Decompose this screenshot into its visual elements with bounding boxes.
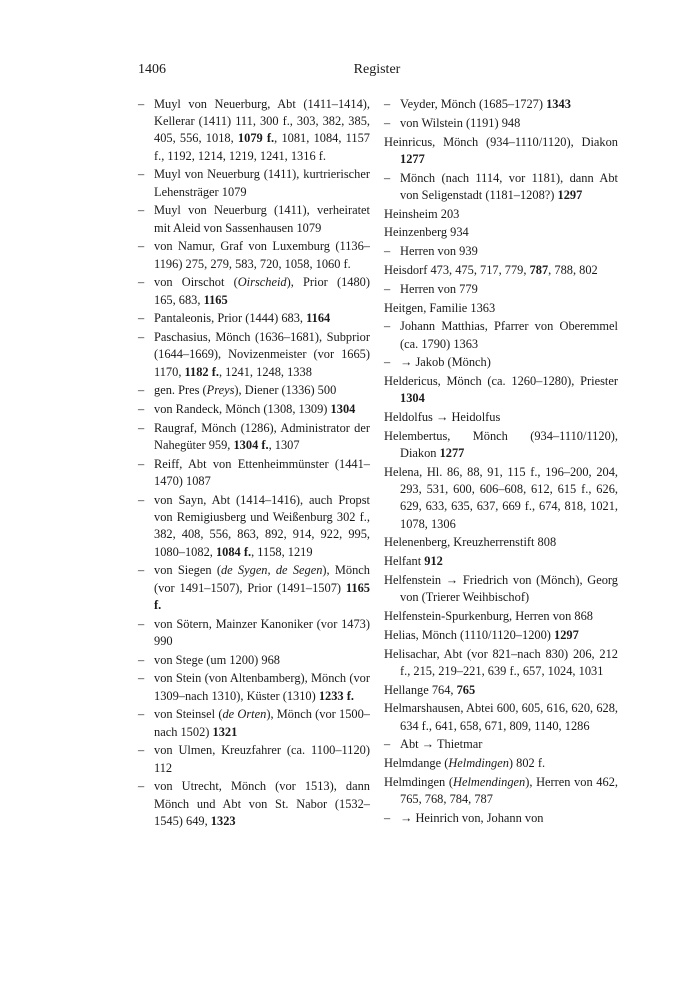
page-ref-bold: 1343 <box>546 97 571 111</box>
subentry-dash: – <box>384 355 391 370</box>
subentry-dash: – <box>138 97 145 111</box>
index-subentry <box>384 281 618 298</box>
entry-text: von Steinsel ( <box>154 707 223 722</box>
entry-text: von Oirschot ( <box>154 275 238 290</box>
index-subentry <box>138 401 370 418</box>
entry-text: ), Diener (1336) 500 <box>234 383 337 398</box>
entry-text: Helfenstein-Spurkenburg, Herren von 868 <box>384 608 593 623</box>
entry-text: Helmdange ( <box>384 756 449 771</box>
index-subentry <box>138 652 370 669</box>
entry-text: ), Mönch (vor 1500–nach 1502) <box>154 707 370 739</box>
page-ref-bold: 1321 <box>212 724 238 739</box>
index-subentry <box>138 778 370 830</box>
subentry-dash: – <box>384 244 391 259</box>
entry-text: Mönch (nach 1114, vor 1181), dann Abt von Seligenstadt (1181–1208?) <box>400 170 618 202</box>
entry-text: Helena, Hl. 86, 88, 91, 115 f., 196–200, 204, 293, 531, 600, 606–608, 612, 615 f., 626, 629, 633, 635, 637, 669 f., 674, 818, 1021, 1078, 1306 <box>384 464 618 531</box>
index-entry <box>384 755 618 772</box>
index-entry <box>384 608 618 625</box>
subentry-dash: – <box>384 97 391 111</box>
entry-text: von Stege (um 1200) 968 <box>154 652 280 667</box>
name-variant: Helmdingen <box>448 756 509 771</box>
index-subentry <box>384 736 618 753</box>
index-entry <box>384 627 618 644</box>
entry-text: Muyl von Neuerburg (1411), kurtrierischer Lehensträger 1079 <box>154 167 370 199</box>
index-subentry <box>384 318 618 352</box>
index-entry <box>384 774 618 808</box>
entry-text: Heinricus, Mönch (934–1110/1120), Diakon <box>384 134 618 149</box>
index-subentry <box>138 562 370 614</box>
subentry-dash: – <box>138 779 145 794</box>
subentry-dash: – <box>138 707 145 722</box>
index-subentry <box>138 166 370 200</box>
index-subentry <box>384 810 618 827</box>
entry-text: , 788, 802 <box>548 262 598 277</box>
index-subentry <box>138 706 370 740</box>
subentry-dash: – <box>138 493 145 507</box>
entry-text: Abt → Thietmar <box>400 737 483 752</box>
entry-text: Heldolfus → Heidolfus <box>384 410 501 425</box>
subentry-dash: – <box>384 737 391 752</box>
index-subentry <box>138 96 370 165</box>
entry-text: Paschasius, Mönch (1636–1681), Subprior (1644–1669), Novizenmeister (vor 1665) 1170, <box>154 330 370 379</box>
entry-text: von Utrecht, Mönch (vor 1513), dann Mönch und Abt von St. Nabor (1532–1545) 649, <box>154 779 370 828</box>
index-entry <box>384 464 618 533</box>
entry-text: Muyl von Neuerburg, Abt (1411–1414), Kellerar (1411) 111, 300 f., 303, 382, 385, 405, 556, 1018, <box>154 97 370 146</box>
entry-text: Reiff, Abt von Ettenheimmünster (1441–1470) 1087 <box>154 457 370 489</box>
index-entry <box>384 409 618 426</box>
page-ref-bold: 1165 f. <box>154 580 370 612</box>
name-variant: Helmendingen <box>453 774 526 789</box>
page-ref-bold: 912 <box>424 554 443 569</box>
page-ref-bold: 1182 f. <box>184 364 219 379</box>
subentry-dash: – <box>138 383 145 398</box>
entry-text: Heitgen, Familie 1363 <box>384 300 496 315</box>
subentry-dash: – <box>384 170 391 185</box>
subentry-dash: – <box>138 671 145 686</box>
name-variant: de Sygen, de Segen <box>220 563 323 578</box>
entry-text: Veyder, Mönch (1685–1727) <box>400 97 547 111</box>
entry-text: Helfenstein → Friedrich von (Mönch), Georg von (Trierer Weihbischof) <box>384 572 618 605</box>
entry-text: Helfant <box>384 554 425 569</box>
index-entry <box>384 572 618 606</box>
page-header <box>138 62 616 80</box>
entry-text: ), Mönch (vor 1491–1507), Prior (1491–1507) <box>154 563 370 595</box>
page-ref-bold: 1277 <box>439 446 465 461</box>
index-entry <box>384 300 618 317</box>
name-variant: de Orten <box>222 707 267 722</box>
entry-text: , 1241, 1248, 1338 <box>218 364 312 379</box>
left-index-column <box>138 96 370 832</box>
index-subentry <box>138 310 370 327</box>
index-subentry <box>384 354 618 371</box>
index-entry <box>384 373 618 407</box>
index-subentry <box>138 670 370 704</box>
entry-text: von Sötern, Mainzer Kanoniker (vor 1473) 990 <box>154 616 370 648</box>
entry-text: Raugraf, Mönch (1286), Administrator der Nahegüter 959, <box>154 421 370 453</box>
running-title: Register <box>353 62 401 77</box>
subentry-dash: – <box>384 281 391 296</box>
index-entry <box>384 700 618 734</box>
entry-text: → Jakob (Mönch) <box>400 355 491 370</box>
entry-text: Helembertus, Mönch (934–1110/1120), Diakon <box>384 428 618 461</box>
index-subentry <box>384 115 618 132</box>
entry-text: gen. Pres ( <box>154 383 207 398</box>
subentry-dash: – <box>384 810 391 825</box>
index-entry <box>384 428 618 462</box>
entry-text: von Namur, Graf von Luxemburg (1136–1196) 275, 279, 583, 720, 1058, 1060 f. <box>154 239 370 271</box>
name-variant: Oirscheid <box>237 275 287 290</box>
entry-text: ), Prior (1480) 165, 683, <box>154 275 370 307</box>
index-entry <box>384 534 618 551</box>
page-ref-bold: 1233 f. <box>318 688 354 703</box>
index-subentry <box>384 170 618 204</box>
entry-text: von Sayn, Abt (1414–1416), auch Propst von Remigiusberg und Weißenburg 302 f., 382, 408, 556, 863, 892, 914, 922, 995, 1080–1082, <box>154 493 370 559</box>
page-ref-bold: 1304 <box>330 402 356 417</box>
page-ref-bold: 1079 f. <box>237 131 275 146</box>
entry-text: Hellange 764, <box>384 682 457 697</box>
index-subentry <box>138 329 370 381</box>
entry-text: von Stein (von Altenbamberg), Mönch (vor 1309–nach 1310), Küster (1310) <box>154 671 370 703</box>
subentry-dash: – <box>138 167 145 182</box>
subentry-dash: – <box>138 652 145 667</box>
index-entry <box>384 206 618 223</box>
index-subentry <box>138 742 370 776</box>
page-ref-bold: 1297 <box>554 627 579 642</box>
entry-text: Helmarshausen, Abtei 600, 605, 616, 620, 628, 634 f., 641, 658, 671, 809, 1140, 1286 <box>384 701 618 733</box>
entry-text: von Wilstein (1191) 948 <box>400 115 521 130</box>
entry-text: , 1307 <box>268 438 300 453</box>
right-index-column <box>384 96 618 829</box>
index-subentry <box>384 96 618 113</box>
index-subentry <box>138 456 370 490</box>
subentry-dash: – <box>138 743 145 758</box>
subentry-dash: – <box>384 115 391 130</box>
entry-text: Heisdorf 473, 475, 717, 779, <box>384 262 530 277</box>
entry-text: ) 802 f. <box>508 756 546 771</box>
page-ref-bold: 1084 f. <box>215 544 252 559</box>
entry-text: , 1081, 1084, 1157 f., 1192, 1214, 1219, 1241, 1316 f. <box>154 131 370 163</box>
entry-text: Herren von 779 <box>400 281 478 296</box>
index-subentry <box>138 382 370 399</box>
entry-text: Heinsheim 203 <box>384 206 460 221</box>
index-entry <box>384 134 618 168</box>
subentry-dash: – <box>138 311 145 326</box>
subentry-dash: – <box>138 239 145 254</box>
subentry-dash: – <box>138 402 145 417</box>
index-entry <box>384 553 618 570</box>
index-subentry <box>384 243 618 260</box>
page-ref-bold: 765 <box>456 682 476 697</box>
entry-text: Helias, Mönch (1110/1120–1200) <box>384 627 555 642</box>
index-entry <box>384 262 618 279</box>
subentry-dash: – <box>138 330 145 345</box>
entry-text: ), Herren von 462, 765, 768, 784, 787 <box>400 774 618 807</box>
index-subentry <box>138 492 370 561</box>
index-entry <box>384 646 618 680</box>
page-ref-bold: 1277 <box>400 151 425 166</box>
entry-text: Muyl von Neuerburg (1411), verheiratet mit Aleid von Sassenhausen 1079 <box>154 203 370 235</box>
page-ref-bold: 1323 <box>210 813 236 828</box>
subentry-dash: – <box>138 616 145 631</box>
entry-text: Helmdingen ( <box>384 774 453 789</box>
subentry-dash: – <box>384 319 391 334</box>
entry-text: von Siegen ( <box>154 563 221 578</box>
index-entry <box>384 224 618 241</box>
page-ref-bold: 1164 <box>306 311 331 326</box>
index-subentry <box>138 274 370 308</box>
page-ref-bold: 787 <box>529 262 549 277</box>
subentry-dash: – <box>138 203 145 218</box>
subentry-dash: – <box>138 421 145 435</box>
page-ref-bold: 1297 <box>557 187 583 202</box>
entry-text: Herren von 939 <box>400 244 478 259</box>
entry-text: Heldericus, Mönch (ca. 1260–1280), Priester <box>384 374 618 389</box>
index-subentry <box>138 238 370 272</box>
index-subentry <box>138 420 370 454</box>
subentry-dash: – <box>138 275 145 290</box>
index-subentry <box>138 202 370 236</box>
entry-text: Helenenberg, Kreuzherrenstift 808 <box>384 535 557 550</box>
subentry-dash: – <box>138 563 145 578</box>
entry-text: → Heinrich von, Johann von <box>400 810 544 825</box>
entry-text: , 1158, 1219 <box>251 544 313 559</box>
page-ref-bold: 1304 <box>400 391 425 406</box>
name-variant: Preys <box>206 383 235 398</box>
entry-text: Pantaleonis, Prior (1444) 683, <box>154 311 307 326</box>
subentry-dash: – <box>138 457 145 471</box>
entry-text: Heinzenberg 934 <box>384 225 469 240</box>
entry-text: Johann Matthias, Pfarrer von Oberemmel (ca. 1790) 1363 <box>400 319 618 351</box>
index-subentry <box>138 616 370 650</box>
page-number: 1406 <box>138 62 166 77</box>
entry-text: Helisachar, Abt (vor 821–nach 830) 206, 212 f., 215, 219–221, 639 f., 657, 1024, 1031 <box>384 646 618 678</box>
page-ref-bold: 1304 f. <box>233 438 269 453</box>
page-ref-bold: 1165 <box>203 292 228 307</box>
entry-text: von Randeck, Mönch (1308, 1309) <box>154 402 331 417</box>
index-entry <box>384 682 618 699</box>
entry-text: von Ulmen, Kreuzfahrer (ca. 1100–1120) 112 <box>154 743 370 775</box>
